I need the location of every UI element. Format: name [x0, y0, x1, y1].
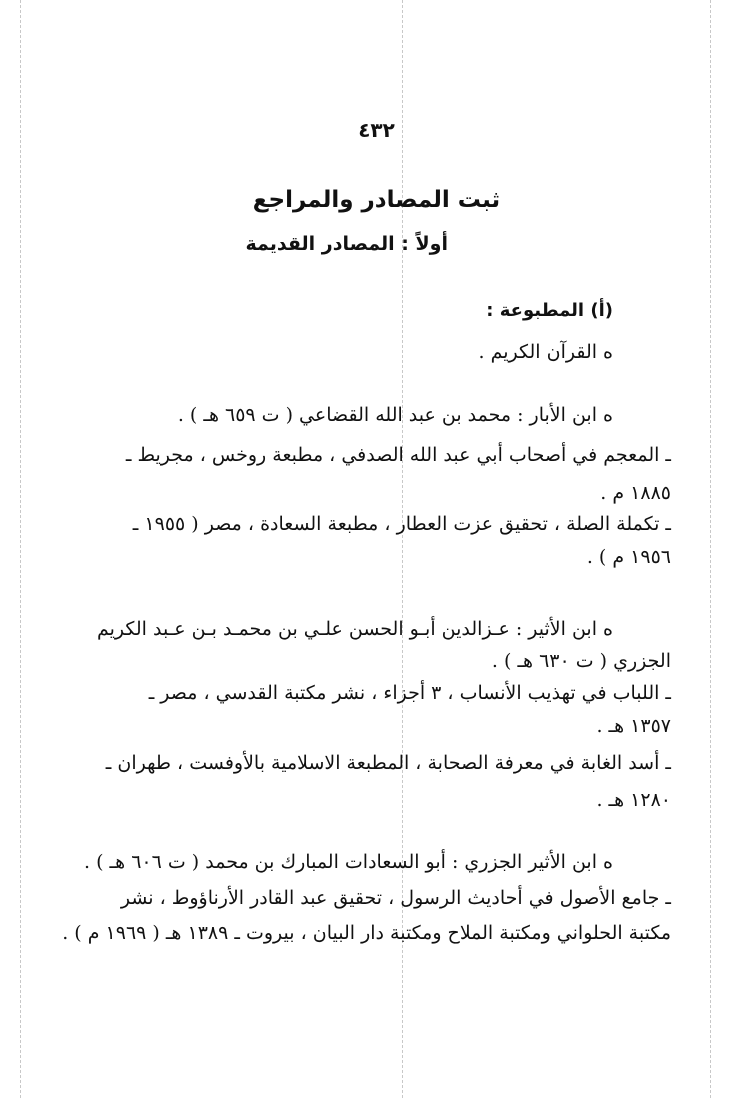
entry-line: ١٨٨٥ م . [600, 482, 671, 504]
page-subtitle: أولاً : المصادر القديمة [245, 233, 448, 255]
entry-line: ه القرآن الكريم . [478, 341, 613, 363]
entry-line: ١٩٥٦ م ) . [586, 546, 671, 568]
entry-line: ـ المعجم في أصحاب أبي عبد الله الصدفي ، مطبعة روخس ، مجريط ـ [125, 444, 671, 466]
scan-artifact-line [710, 0, 711, 1098]
entry-line: الجزري ( ت ٦٣٠ هـ ) . [491, 650, 671, 672]
entry-line: ـ اللباب في تهذيب الأنساب ، ٣ أجزاء ، نشر مكتبة القدسي ، مصر ـ [148, 682, 671, 704]
entry-line: ١٣٥٧ هـ . [596, 715, 671, 737]
entry-line: ـ تكملة الصلة ، تحقيق عزت العطار ، مطبعة السعادة ، مصر ( ١٩٥٥ ـ [132, 513, 671, 535]
entry-line: ه ابن الأثير : عـزالدين أبـو الحسن علـي بن محمـد بـن عـبد الكريم [96, 618, 613, 640]
entry-line: ه ابن الأبار : محمد بن عبد الله القضاعي ( ت ٦٥٩ هـ ) . [177, 404, 613, 426]
page-title: ثبت المصادر والمراجع [252, 187, 501, 213]
entry-line: مكتبة الحلواني ومكتبة الملاح ومكتبة دار البيان ، بيروت ـ ١٣٨٩ هـ ( ١٩٦٩ م ) . [62, 922, 671, 944]
entry-line: ـ جامع الأصول في أحاديث الرسول ، تحقيق عبد القادر الأرناؤوط ، نشر [120, 887, 671, 909]
page-number: ٤٣٢ [358, 118, 395, 142]
entry-line: ه ابن الأثير الجزري : أبو السعادات المبارك بن محمد ( ت ٦٠٦ هـ ) . [84, 851, 613, 873]
section-heading: (أ) المطبوعة : [486, 300, 613, 321]
entry-line: ١٢٨٠ هـ . [596, 789, 671, 811]
entry-line: ـ أسد الغابة في معرفة الصحابة ، المطبعة الاسلامية بالأوفست ، طهران ـ [105, 752, 671, 774]
scan-artifact-line [20, 0, 21, 1098]
